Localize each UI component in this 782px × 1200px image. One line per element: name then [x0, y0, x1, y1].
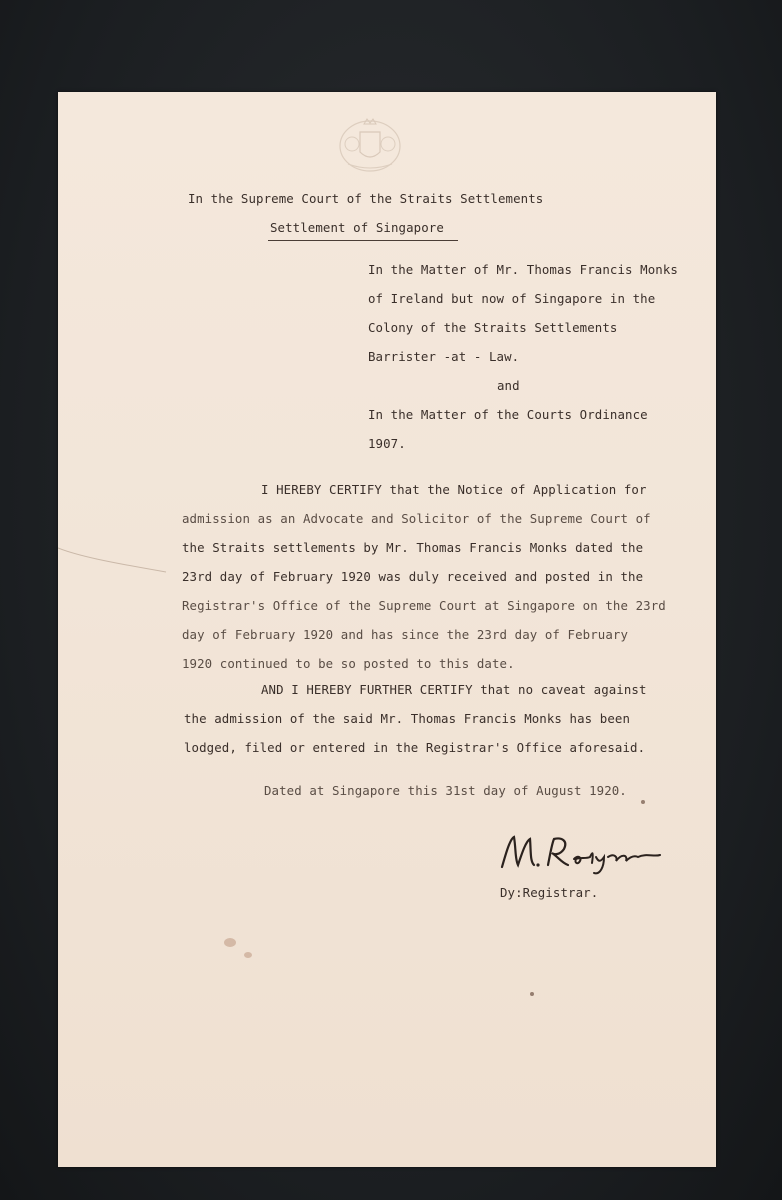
dated-line: Dated at Singapore this 31st day of August 1920.	[264, 783, 627, 798]
settlement-underline	[268, 240, 458, 241]
matter-line-2: of Ireland but now of Singapore in the	[368, 291, 656, 306]
ordinance-line-1: In the Matter of the Courts Ordinance	[368, 407, 648, 422]
paper-stain	[244, 952, 252, 958]
further-line-3: lodged, filed or entered in the Registrar's Office aforesaid.	[184, 740, 646, 755]
paper-spot	[530, 992, 534, 996]
certify-line-4: 23rd day of February 1920 was duly received and posted in the	[182, 569, 644, 584]
royal-crest-icon	[334, 112, 406, 174]
matter-line-1: In the Matter of Mr. Thomas Francis Monks	[368, 262, 678, 277]
paper-stain	[224, 938, 236, 947]
certify-line-3: the Straits settlements by Mr. Thomas Francis Monks dated the	[182, 540, 644, 555]
certify-line-5: Registrar's Office of the Supreme Court at Singapore on the 23rd	[182, 598, 666, 613]
matter-line-3: Colony of the Straits Settlements	[368, 320, 618, 335]
settlement-line: Settlement of Singapore	[270, 220, 444, 235]
further-line-1: AND I HEREBY FURTHER CERTIFY that no caveat against	[261, 682, 647, 697]
and-word: and	[497, 378, 520, 393]
certify-line-1: I HEREBY CERTIFY that the Notice of Application for	[261, 482, 647, 497]
registrar-signature	[496, 827, 666, 879]
certify-line-2: admission as an Advocate and Solicitor of the Supreme Court of	[182, 511, 651, 526]
certify-line-6: day of February 1920 and has since the 23rd day of February	[182, 627, 629, 642]
signatory-title: Dy:Registrar.	[500, 885, 599, 900]
certify-line-7: 1920 continued to be so posted to this date.	[182, 656, 515, 671]
ordinance-line-2: 1907.	[368, 436, 406, 451]
document-page	[58, 92, 716, 1167]
paper-crease	[58, 542, 168, 582]
paper-spot	[641, 800, 645, 804]
matter-line-4: Barrister -at - Law.	[368, 349, 520, 364]
further-line-2: the admission of the said Mr. Thomas Francis Monks has been	[184, 711, 631, 726]
court-heading: In the Supreme Court of the Straits Settlements	[188, 191, 544, 206]
